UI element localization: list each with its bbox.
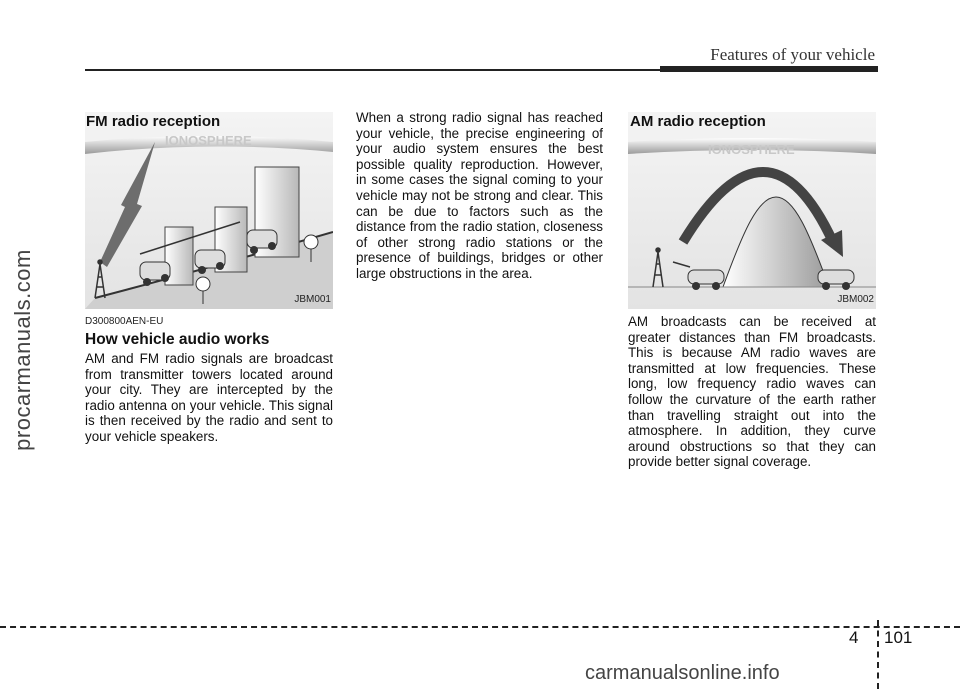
ionosphere-label: IONOSPHERE <box>708 142 795 157</box>
footer-watermark: carmanualsonline.info <box>585 662 780 684</box>
right-paragraph-text: AM broadcasts can be received at greater distances than FM broadcasts. This is because AM radio waves are transmitted at low frequencies. These long, low frequency radio waves can follow the curvature of the earth rather than travelling straight out into the atmosphere. In addition, they curve around obstructions so that they can provide better signal coverage. <box>628 314 876 470</box>
side-watermark <box>8 100 38 600</box>
chapter-number: 4 <box>849 628 859 647</box>
section-title: Features of your vehicle <box>710 45 875 64</box>
am-figure-code: JBM002 <box>837 294 874 305</box>
am-figure-title: AM radio reception <box>630 113 766 130</box>
left-paragraph <box>85 351 333 445</box>
header-bar <box>660 66 878 72</box>
footer-divider <box>877 620 879 689</box>
signal-arrow <box>673 262 690 267</box>
fm-reception-illustration <box>85 112 333 309</box>
am-reception-figure <box>628 112 876 309</box>
middle-paragraph <box>356 110 603 282</box>
header-rule <box>85 69 660 71</box>
reference-code: D300800AEN-EU <box>85 316 164 327</box>
fm-figure-title: FM radio reception <box>86 113 221 130</box>
ionosphere-label: IONOSPHERE <box>165 133 252 148</box>
side-watermark-text: procarmanuals.com <box>10 249 35 451</box>
signal-bolt <box>100 142 155 267</box>
am-reception-illustration <box>628 112 876 309</box>
fm-reception-figure <box>85 112 333 309</box>
fm-figure-code: JBM001 <box>294 294 331 305</box>
transmitter-tower <box>95 260 105 298</box>
right-paragraph <box>628 314 876 470</box>
transmitter-tower <box>653 248 663 287</box>
footer-rule <box>0 626 960 628</box>
middle-paragraph-text: When a strong radio signal has reached your vehicle, the precise engineering of your audio system ensures the best possible quality reproduction. However, in some cases the signal coming to your vehicle may not be strong and clear. This can be due to factors such as the distance from the radio station, closeness of other strong radio stations or the presence of buildings, bridges or other large obstructions in the area. <box>356 110 603 281</box>
left-paragraph-text: AM and FM radio signals are broadcast from transmitter towers located around your city. They are intercepted by the radio antenna on your vehicle. This signal is then received by the radio and sent to your vehicle speakers. <box>85 351 333 444</box>
section-heading: How vehicle audio works <box>85 331 270 348</box>
page-number: 101 <box>884 628 913 647</box>
